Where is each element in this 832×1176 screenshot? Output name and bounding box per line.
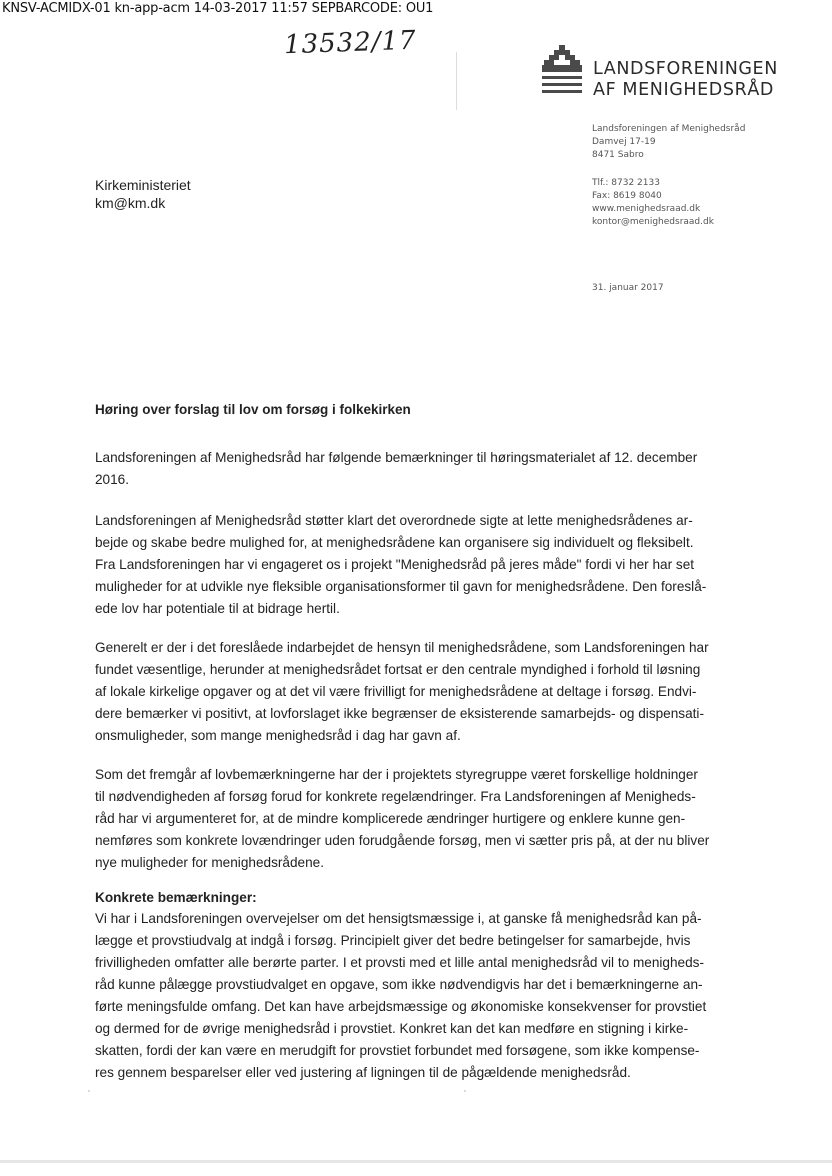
body-line: 2016. [95, 472, 130, 487]
body-line: og dermed for de øvrige menighedsråd i provstiet. Konkret kan det kan medføre en stigning i kirke- [95, 1021, 689, 1036]
body-line: råd har vi argumenteret for, at de mindre komplicerede ændringer hurtigere og enklere kunne gen- [95, 811, 686, 826]
body-line: onsmuligheder, som mange menighedsråd i dag har gavn af. [95, 728, 461, 743]
body-line: ede lov har potentiale til at bidrage hertil. [95, 601, 340, 616]
recipient-email: km@km.dk [95, 195, 166, 211]
scan-edge [0, 1160, 832, 1163]
body-line: Vi har i Landsforeningen overvejelser om det hensigtsmæssige i, at ganske få menighedsråd kan på- [95, 911, 702, 926]
phone: Tlf.: 8732 2133 [592, 178, 660, 188]
organization-name [593, 59, 778, 101]
scan-speck [464, 1090, 466, 1092]
letter-subject: Høring over forslag til lov om forsøg i folkekirken [95, 402, 411, 417]
body-line: skatten, fordi der kan være en merudgift for provstiet forbundet med forsøgene, som ikke kompense- [95, 1043, 700, 1058]
handwritten-journal-number: 13532/17 [283, 25, 418, 61]
scan-speck [88, 1090, 90, 1092]
scan-header: KNSV-ACMIDX-01 kn-app-acm 14-03-2017 11:57 SEPBARCODE: OU1 [2, 1, 434, 16]
contact-info [592, 177, 714, 229]
email-link: kontor@menighedsraad.dk [592, 217, 714, 227]
body-line: res gennem besparelser eller ved justering af ligningen til de pågældende menighedsråd. [95, 1065, 631, 1080]
body-line: fundet væsentlige, herunder at menighedsrådet fortsat er den centrale myndighed i forhold til løsning [95, 662, 701, 677]
body-line: bejde og skabe bedre mulighed for, at menighedsrådene kan organisere sig individuelt og fleksibelt. [95, 535, 694, 550]
body-line: til nødvendigheden af forsøg forud for konkrete regelændringer. Fra Landsforeningen af Menigheds- [95, 789, 696, 804]
sender-name: Landsforeningen af Menighedsråd [592, 124, 746, 134]
body-line: dere bemærker vi positivt, at lovforslaget ikke begrænser de eksisterende samarbejds- og dispensati- [95, 706, 704, 721]
body-line: af lokale kirkelige opgaver og at det vil være frivilligt for menighedsrådene at deltage i forsøg. Endvi- [95, 684, 697, 699]
letter-date: 31. januar 2017 [592, 283, 664, 293]
sender-address [592, 123, 745, 162]
body-line: muligheder for at udvikle nye fleksible organisationsformer til gavn for menighedsrådene. Den foreslå- [95, 579, 707, 594]
body-line: nemføres som konkrete lovændringer uden forudgående forsøg, men vi sætter pris på, at der nu bliver [95, 833, 710, 848]
body-line: Som det fremgår af lovbemærkningerne har der i projektets styregruppe været forskellige holdninger [95, 767, 698, 782]
scan-artifact-line [456, 52, 457, 110]
body-line: Landsforeningen af Menighedsråd støtter klart det overordnede sigte at lette menighedsrådenes ar- [95, 513, 693, 528]
website-link: www.menighedsraad.dk [592, 204, 701, 214]
body-line: Generelt er der i det foreslåede indarbejdet de hensyn til menighedsrådene, som Landsforeningen har [95, 640, 709, 655]
sender-city: 8471 Sabro [592, 150, 644, 160]
church-logo-icon [542, 45, 582, 101]
body-line: førte meningsfulde omfang. Det kan have arbejdsmæssige og økonomiske konsekvenser for provstiet [95, 999, 707, 1014]
section-heading: Konkrete bemærkninger: [95, 890, 257, 905]
org-name-line1: LANDSFORENINGEN [593, 59, 778, 79]
body-line: frivilligheden omfatter alle berørte parter. I et provsti med et lille antal menighedsråd vil to menigheds- [95, 955, 704, 970]
sender-street: Damvej 17-19 [592, 137, 656, 147]
body-line: nye muligheder for menighedsrådene. [95, 855, 324, 870]
recipient [95, 176, 191, 212]
body-line: Landsforeningen af Menighedsråd har følgende bemærkninger til høringsmaterialet af 12. december [95, 450, 698, 465]
recipient-name: Kirkeministeriet [95, 177, 191, 193]
body-line: Fra Landsforeningen har vi engageret os i projekt "Menighedsråd på jeres måde" fordi vi her har set [95, 557, 695, 572]
fax: Fax: 8619 8040 [592, 191, 662, 201]
body-line: lægge et provstiudvalg at indgå i forsøg. Principielt giver det bedre betingelser for samarbejde, hvis [95, 933, 691, 948]
body-line: råd kunne pålægge provstiudvalget en opgave, som ikke nødvendigvis har det i bemærkningerne an- [95, 977, 703, 992]
org-name-line2: AF MENIGHEDSRÅD [593, 80, 774, 100]
